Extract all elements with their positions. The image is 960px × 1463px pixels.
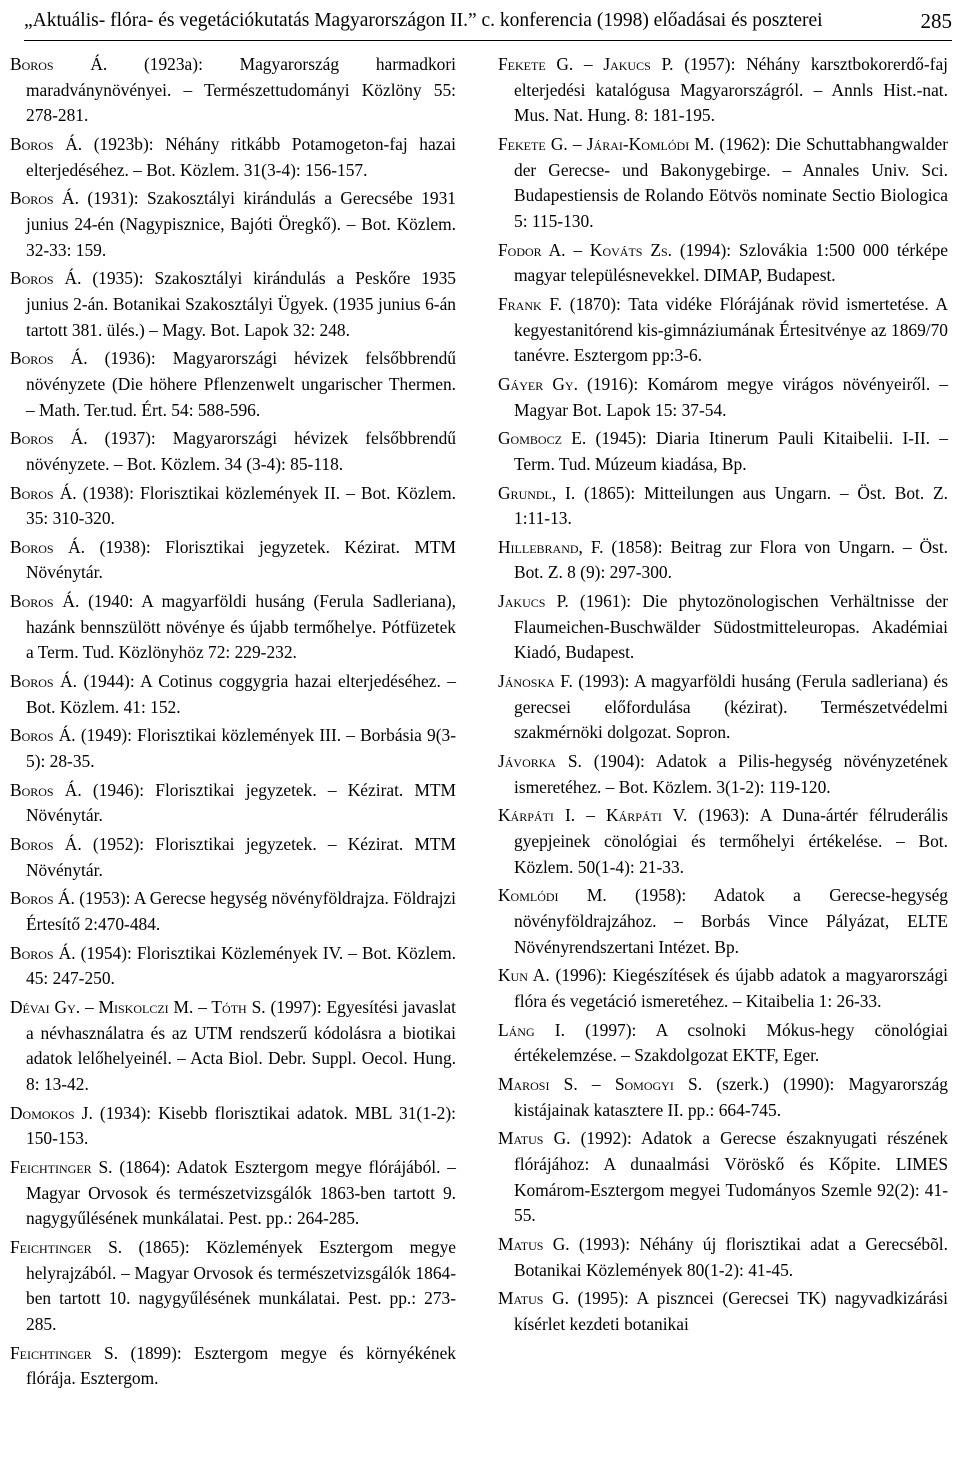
reference-entry	[10, 995, 456, 1098]
reference-entry	[498, 292, 948, 369]
reference-author: Boros Á.	[10, 428, 88, 449]
reference-author: Boros Á.	[10, 133, 83, 154]
reference-text: (1958): Adatok a Gerecse-hegység növényföldrajzához. – Borbás Vince Pályázat, ELTE Növényrendszertani Intézet. Bp.	[514, 885, 949, 957]
reference-author: Fekete G. – Jakucs P.	[498, 54, 674, 74]
reference-author: Boros Á.	[10, 888, 75, 909]
header-title: „Aktuális- flóra- és vegetációkutatás Magyarországon II.” c. konferencia (1998) előadásai és poszterei	[24, 10, 823, 31]
reference-entry	[10, 132, 456, 183]
reference-text: (1993): A magyarföldi husáng (Ferula sadleriana) és gerecsei előfordulása (kézirat). Természetvédelmi szakmérnöki dolgozat. Sopron.	[514, 671, 948, 743]
reference-author: Kárpáti I. – Kárpáti V.	[498, 805, 688, 826]
reference-author: Boros Á.	[10, 268, 82, 289]
reference-author: Matus G.	[498, 1288, 570, 1309]
reference-author: Fekete G. – Járai-Komlódi M.	[498, 133, 715, 154]
reference-entry	[10, 941, 456, 992]
reference-entry	[498, 52, 948, 129]
running-header	[24, 2, 952, 41]
reference-entry	[498, 749, 948, 800]
reference-entry	[10, 723, 456, 774]
reference-text: (1944): A Cotinus coggygria hazai elterjedéséhez. – Bot. Közlem. 41: 152.	[26, 671, 456, 717]
reference-text: (1994): Szlovákia 1:500 000 térképe magyar településnevekkel. DIMAP, Budapest.	[514, 239, 948, 286]
reference-entry	[498, 803, 948, 880]
reference-text: (1931): Szakosztályi kirándulás a Gerecsébe 1931 junius 24-én (Nagypisznice, Bajóti Öregkő). – Bot. Közlem. 32-33: 159.	[26, 188, 456, 260]
reference-entry	[10, 426, 456, 477]
reference-text: (1953): A Gerecse hegység növényföldrajza. Földrajzi Értesítő 2:470-484.	[26, 888, 456, 934]
reference-entry	[10, 886, 456, 937]
reference-author: Jakucs P.	[498, 591, 569, 612]
reference-entry	[10, 346, 456, 423]
reference-entry	[498, 1072, 948, 1123]
reference-author: Boros Á.	[10, 348, 88, 369]
reference-entry	[498, 883, 948, 960]
reference-entry	[498, 372, 948, 423]
reference-entry	[10, 481, 456, 532]
reference-author: Marosi S. – Somogyi S.	[498, 1073, 703, 1094]
reference-text: (1865): Mitteilungen aus Ungarn. – Öst. Bot. Z. 1:11-13.	[514, 482, 948, 529]
reference-text: (1949): Florisztikai közlemények III. – Borbásia 9(3-5): 28-35.	[26, 725, 457, 772]
reference-entry	[498, 238, 948, 289]
reference-text: (1997): A csolnoki Mókus-hegy cönológiai értékelemzése. – Szakdolgozat EKTF, Eger.	[514, 1019, 948, 1066]
reference-author: Boros Á.	[10, 54, 108, 74]
reference-text: (1934): Kisebb florisztikai adatok. MBL 31(1-2): 150-153.	[26, 1102, 456, 1149]
reference-text: (1923a): Magyarország harmadkori maradványnövényei. – Természettudományi Közlöny 55: 278-281.	[26, 54, 456, 126]
reference-text: (1904): Adatok a Pilis-hegység növényzetének ismeretéhez. – Bot. Közlem. 3(1-2): 119-120.	[514, 751, 948, 797]
reference-entry	[10, 52, 456, 129]
reference-author: Dévai Gy. – Miskolczi M. – Tóth S.	[10, 996, 266, 1017]
reference-text: (1963): A Duna-ártér félruderális gyepjeinek cönológiai és termőhelyi értékelése. – Bot. Közlem. 50(1-4): 21-33.	[514, 805, 948, 877]
reference-author: Fodor A. – Kováts Zs.	[498, 239, 672, 260]
reference-author: Matus G.	[498, 1233, 570, 1254]
reference-text: (1923b): Néhány ritkább Potamogeton-faj hazai elterjedéséhez. – Bot. Közlem. 31(3-4): 156-157.	[26, 133, 456, 180]
reference-text: (1940: A magyarföldi husáng (Ferula Sadleriana), hazánk bennszülött növénye és újabb termőhelye. Pótfüzetek a Term. Tud. Közlönyhöz 72: 229-232.	[26, 591, 456, 663]
reference-author: Jánoska F.	[498, 671, 573, 692]
reference-entry	[498, 481, 948, 532]
reference-text: (1945): Diaria Itinerum Pauli Kitaibelii. I-II. – Term. Tud. Múzeum kiadása, Bp.	[514, 428, 949, 474]
reference-text: (1916): Komárom megye virágos növényeiről. – Magyar Bot. Lapok 15: 37-54.	[514, 373, 948, 420]
reference-author: Boros Á.	[10, 942, 76, 963]
reference-text: (1864): Adatok Esztergom megye flórájából. – Magyar Orvosok és természetvizsgálók 1863-ben tartott 9. nagygyűlésének munkálatai. Pest. pp.: 264-285.	[26, 1156, 456, 1229]
reference-text: (1899): Esztergom megye és környékének flórája. Esztergom.	[26, 1342, 456, 1389]
reference-entry	[10, 1235, 456, 1338]
reference-entry	[498, 1232, 948, 1283]
reference-author: Grundl, I.	[498, 482, 576, 503]
reference-author: Kun A.	[498, 965, 550, 986]
reference-text: (1935): Szakosztályi kirándulás a Peskőre 1935 junius 2-án. Botanikai Szakosztályi Ügyek. (1935 junius 6-án tartott 381. ülés.) – Magy. Bot. Lapok 32: 248.	[26, 268, 456, 340]
reference-text: (szerk.) (1990): Magyarország kistájainak katasztere II. pp.: 664-745.	[514, 1073, 948, 1120]
reference-entry	[10, 266, 456, 343]
reference-text: (1996): Kiegészítések és újabb adatok a magyarországi flóra és vegetáció ismeretéhez. – Kitaibelia 1: 26-33.	[514, 965, 949, 1011]
reference-text: (1961): Die phytozönologischen Verhältnisse der Flaumeichen-Buschwälder Südostmitteleuropas. Akadémiai Kiadó, Budapest.	[514, 591, 948, 663]
reference-entry	[10, 186, 456, 263]
reference-author: Boros Á.	[10, 725, 76, 746]
reference-text: (1992): Adatok a Gerecse északnyugati részének flórájához: A dunaalmási Vöröskő és Kőpite. LIMES Komárom-Esztergom megyei Tudományos Szemle 92(2): 41-55.	[514, 1128, 948, 1226]
reference-text: (1957): Néhány karsztbokorerdő-faj elterjedési katalógusa Magyarországról. – Annls Hist.-nat. Mus. Nat. Hung. 8: 181-195.	[514, 54, 949, 126]
reference-entry	[10, 535, 456, 586]
reference-text: (1938): Florisztikai közlemények II. – Bot. Közlem. 35: 310-320.	[26, 482, 456, 529]
reference-text: (1962): Die Schuttabhangwalder der Gerecse- und Bakonygebirge. – Annales Univ. Sci. Budapestiensis de Rolando Eötvös nominate Sectio Biologica 5: 115-130.	[514, 133, 949, 231]
left-column	[10, 52, 456, 1392]
reference-text: (1993): Néhány új florisztikai adat a Gerecsébõl. Botanikai Közlemények 80(1-2): 41-45.	[514, 1233, 948, 1280]
reference-entry	[498, 426, 948, 477]
reference-entry	[498, 1018, 948, 1069]
reference-entry	[498, 535, 948, 586]
reference-text: (1954): Florisztikai Közlemények IV. – Bot. Közlem. 45: 247-250.	[26, 942, 456, 989]
reference-entry	[10, 1155, 456, 1232]
reference-author: Domokos J.	[10, 1102, 93, 1123]
reference-author: Feichtinger S.	[10, 1236, 123, 1257]
reference-author: Boros Á.	[10, 834, 82, 855]
reference-text: (1936): Magyarországi hévizek felsőbbrendű növényzete (Die höhere Pflenzenwelt ungarischer Thermen. – Math. Ter.tud. Ért. 54: 588-596.	[26, 348, 456, 420]
page-number: 285	[920, 9, 952, 33]
reference-text: (1870): Tata vidéke Flórájának rövid ismertetése. A kegyestanitórend kis-gimnáziumának Értesitvénye az 1869/70 tanévre. Esztergom pp:3-6.	[514, 293, 948, 366]
reference-entry	[498, 669, 948, 746]
reference-entry	[10, 778, 456, 829]
reference-entry	[498, 589, 948, 666]
reference-text: (1938): Florisztikai jegyzetek. Kézirat. MTM Növénytár.	[26, 536, 456, 583]
right-column	[498, 52, 948, 1338]
reference-text: (1952): Florisztikai jegyzetek. – Kézirat. MTM Növénytár.	[26, 834, 457, 880]
reference-entry	[498, 963, 948, 1014]
reference-author: Boros Á.	[10, 188, 79, 209]
reference-author: Boros Á.	[10, 779, 82, 800]
reference-author: Feichtinger S.	[10, 1342, 119, 1363]
reference-text: (1858): Beitrag zur Flora von Ungarn. – Öst. Bot. Z. 8 (9): 297-300.	[514, 536, 949, 583]
reference-entry	[10, 669, 456, 720]
reference-entry	[10, 1341, 456, 1392]
reference-author: Boros Á.	[10, 536, 86, 557]
reference-author: Láng I.	[498, 1019, 565, 1040]
reference-author: Boros Á.	[10, 482, 77, 503]
reference-text: (1937): Magyarországi hévizek felsőbbrendű növényzete. – Bot. Közlem. 34 (3-4): 85-118.	[26, 428, 456, 474]
reference-author: Matus G.	[498, 1128, 571, 1149]
reference-author: Komlódi M.	[498, 885, 607, 906]
reference-author: Boros Á.	[10, 671, 77, 692]
reference-entry	[498, 132, 948, 235]
reference-entry	[10, 589, 456, 666]
reference-text: (1946): Florisztikai jegyzetek. – Kézirat. MTM Növénytár.	[26, 779, 457, 826]
reference-text: (1997): Egyesítési javaslat a névhasználatra és az UTM rendszerű kódolásra a biotikai adatok lelőhelyeinél. – Acta Biol. Debr. Suppl. Oecol. Hung. 8: 13-42.	[26, 996, 456, 1094]
reference-author: Hillebrand, F.	[498, 536, 604, 557]
reference-author: Boros Á.	[10, 591, 80, 612]
reference-author: Gombocz E.	[498, 428, 587, 449]
reference-text: (1995): A piszncei (Gerecsei TK) nagyvadkizárási kísérlet kezdeti botanikai	[514, 1288, 948, 1334]
reference-entry	[10, 1101, 456, 1152]
reference-author: Jávorka S.	[498, 751, 582, 772]
reference-author: Gáyer Gy.	[498, 373, 578, 394]
reference-author: Feichtinger S.	[10, 1156, 113, 1177]
reference-entry	[498, 1126, 948, 1229]
reference-entry	[10, 832, 456, 883]
reference-text: (1865): Közlemények Esztergom megye helyrajzából. – Magyar Orvosok és természetvizsgálók 1864-ben tartott 10. nagygyűlésének munkálatai. Pest. pp.: 273-285.	[26, 1236, 456, 1334]
reference-entry	[498, 1286, 948, 1337]
reference-author: Frank F.	[498, 293, 562, 314]
